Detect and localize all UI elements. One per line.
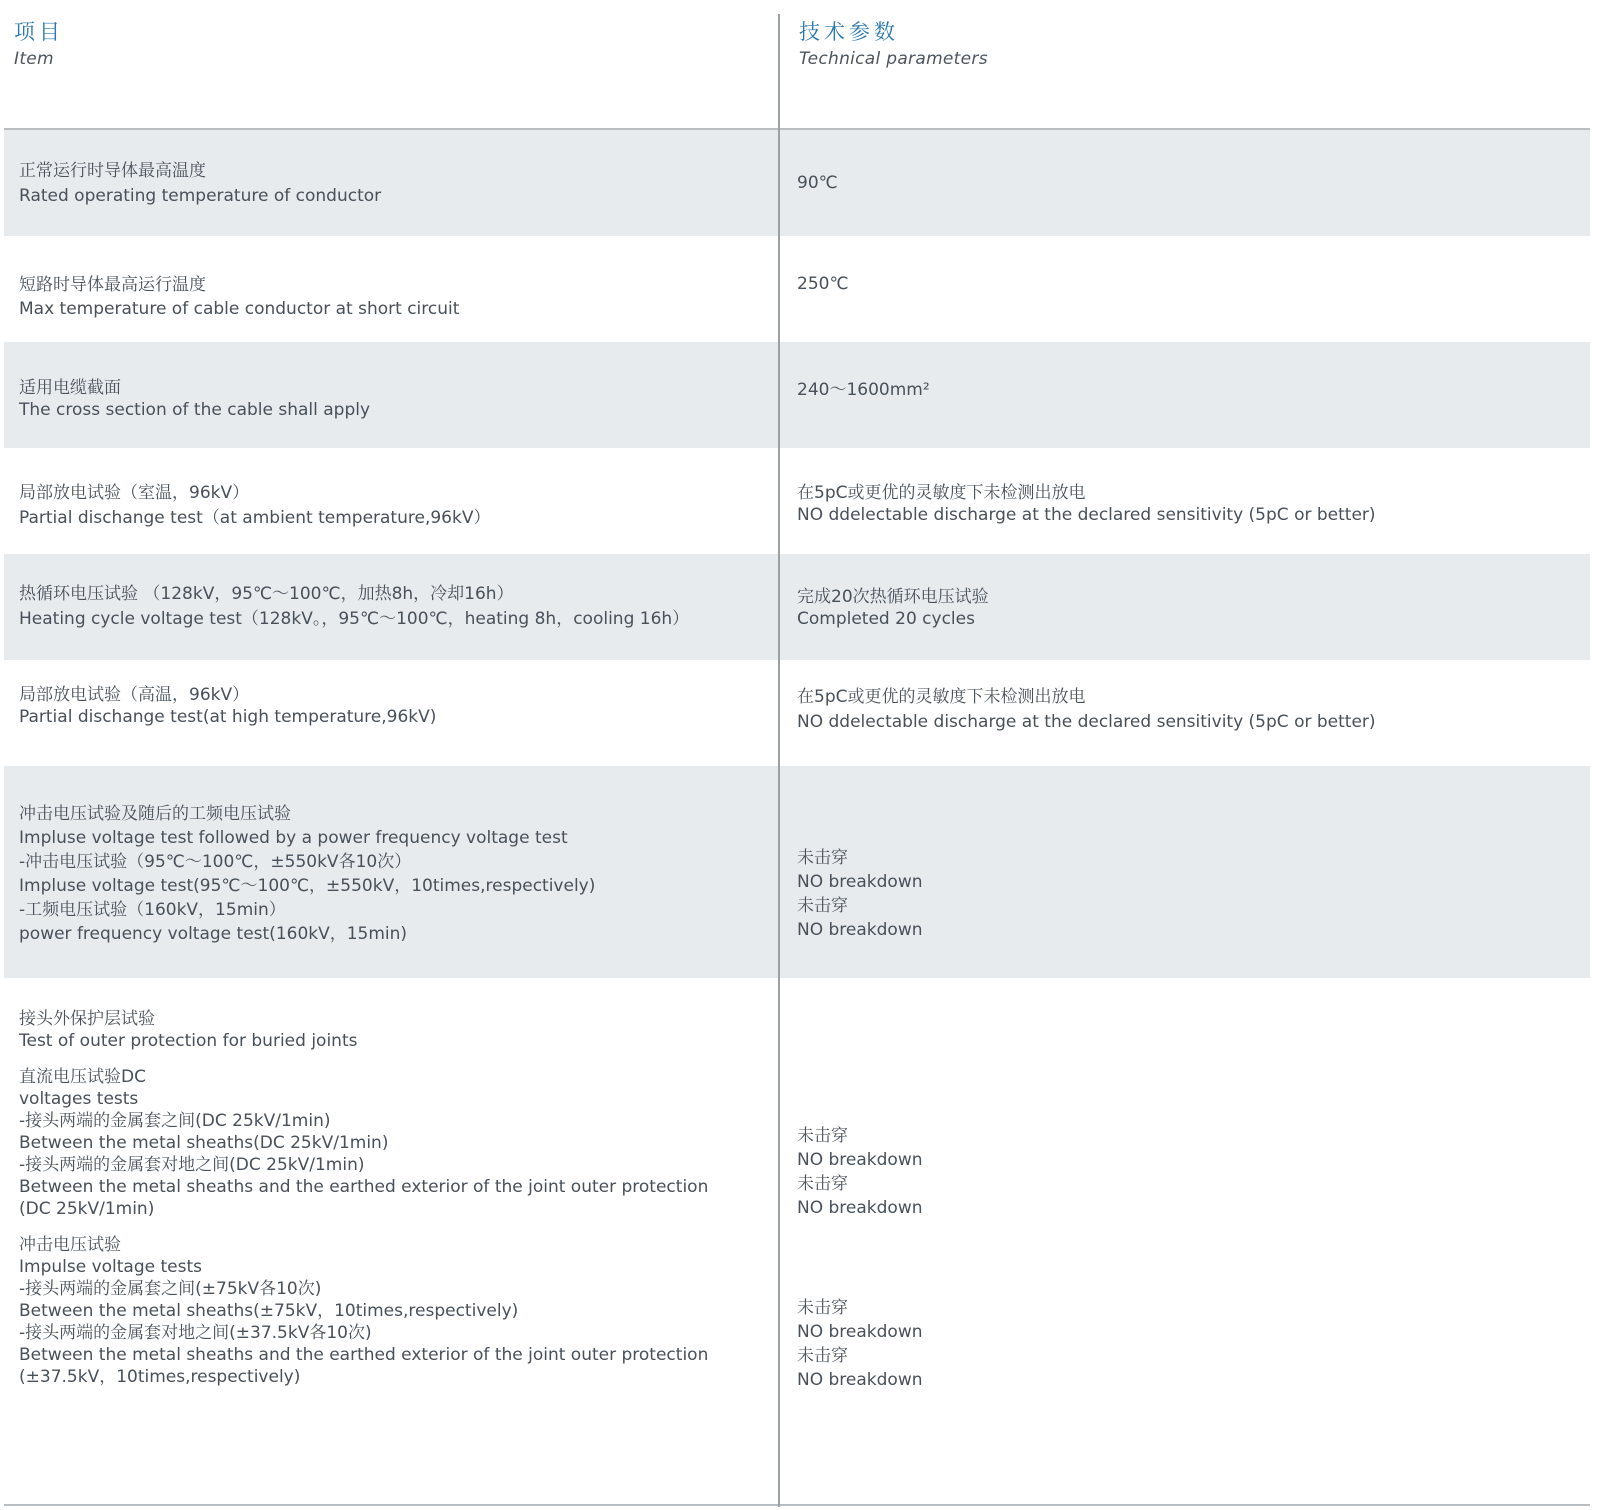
row-value-zh: 未击穿	[797, 1126, 848, 1146]
row-item-en: power frequency voltage test(160kV，15min)	[19, 924, 408, 944]
row-value-cell	[797, 172, 1577, 194]
row-value: 240～1600mm²	[797, 380, 930, 400]
row-item-en: Impluse voltage test followed by a power frequency voltage test	[19, 828, 568, 848]
row-value-zh: 未击穿	[797, 1346, 848, 1366]
row-value-en: NO breakdown	[797, 920, 923, 940]
row-item-cell	[19, 482, 759, 529]
table-row	[4, 448, 1590, 554]
table-row	[4, 978, 1590, 1504]
header-item-en: Item	[14, 49, 54, 69]
row-value-cell	[797, 686, 1577, 733]
row-value-en: Completed 20 cycles	[797, 609, 975, 629]
row-value-en: NO breakdown	[797, 872, 923, 892]
row-item-en: Impluse voltage test(95℃～100℃，±550kV，10times,respectively)	[19, 876, 596, 896]
row-item-zh: 局部放电试验（高温，96kV）	[19, 685, 250, 705]
row-item-en: Rated operating temperature of conductor	[19, 186, 382, 206]
table-row	[4, 766, 1590, 978]
row-item-en: Between the metal sheaths and the earthed exterior of the joint outer protection	[19, 1177, 709, 1197]
row-value-zh: 未击穿	[797, 896, 848, 916]
row-item-zh: -接头两端的金属套对地之间(DC 25kV/1min)	[19, 1155, 365, 1175]
row-item-en: Between the metal sheaths(±75kV，10times,respectively)	[19, 1301, 519, 1321]
row-value-en: NO breakdown	[797, 1198, 923, 1218]
row-item-zh: -接头两端的金属套之间(DC 25kV/1min)	[19, 1111, 331, 1131]
row-value-cell	[797, 379, 1577, 401]
spacer	[19, 1220, 759, 1234]
header-item	[14, 18, 64, 72]
row-value-en: NO ddelectable discharge at the declared sensitivity (5pC or better)	[797, 712, 1376, 732]
table-row	[4, 660, 1590, 766]
row-item-en: Between the metal sheaths(DC 25kV/1min)	[19, 1133, 389, 1153]
row-item-en: voltages tests	[19, 1089, 139, 1109]
header-item-zh: 项目	[14, 20, 64, 44]
row-item-en: (DC 25kV/1min)	[19, 1199, 155, 1219]
row-item-en: The cross section of the cable shall apply	[19, 400, 371, 420]
row-value-en: NO ddelectable discharge at the declared sensitivity (5pC or better)	[797, 505, 1376, 525]
row-value-zh: 未击穿	[797, 1298, 848, 1318]
table-row	[4, 236, 1590, 342]
row-value-zh: 在5pC或更优的灵敏度下未检测出放电	[797, 483, 1086, 503]
row-value-cell	[797, 273, 1577, 295]
row-item-en: Partial dischange test（at ambient temperature,96kV）	[19, 508, 491, 528]
table-bottom-border	[4, 1504, 1590, 1506]
row-value-cell	[797, 1124, 1577, 1220]
row-value: 250℃	[797, 274, 849, 294]
row-value-cell	[797, 482, 1577, 526]
row-item-cell	[19, 377, 759, 421]
row-item-en: Test of outer protection for buried joints	[19, 1031, 358, 1051]
row-value-cell	[797, 586, 1577, 630]
row-item-en: (±37.5kV，10times,respectively)	[19, 1367, 301, 1387]
row-item-zh: -工频电压试验（160kV，15min）	[19, 900, 286, 920]
row-value-zh: 未击穿	[797, 848, 848, 868]
row-value-cell	[797, 1296, 1577, 1392]
row-item-zh: 直流电压试验DC	[19, 1067, 146, 1087]
row-item-cell	[19, 583, 759, 630]
row-item-zh: 接头外保护层试验	[19, 1009, 155, 1029]
row-value-zh: 在5pC或更优的灵敏度下未检测出放电	[797, 687, 1086, 707]
row-item-zh: 热循环电压试验 （128kV，95℃～100℃，加热8h，冷却16h）	[19, 584, 514, 604]
row-item-zh: 局部放电试验（室温，96kV）	[19, 483, 250, 503]
header-parameters	[799, 18, 988, 72]
row-item-zh: 适用电缆截面	[19, 378, 121, 398]
row-item-cell	[19, 684, 759, 728]
row-item-zh: 正常运行时导体最高温度	[19, 161, 206, 181]
row-item-en: Partial dischange test(at high temperature,96kV)	[19, 707, 437, 727]
table-row	[4, 554, 1590, 660]
row-item-cell	[19, 1008, 759, 1388]
row-item-zh: -冲击电压试验（95℃～100℃，±550kV各10次）	[19, 852, 412, 872]
row-item-en: Between the metal sheaths and the earthed exterior of the joint outer protection	[19, 1345, 709, 1365]
row-value-cell	[797, 846, 1577, 942]
row-value: 90℃	[797, 173, 838, 193]
row-value-zh: 未击穿	[797, 1174, 848, 1194]
row-item-cell	[19, 160, 759, 207]
row-item-zh: 冲击电压试验及随后的工频电压试验	[19, 804, 291, 824]
spacer	[19, 1052, 759, 1066]
row-item-zh: 冲击电压试验	[19, 1235, 121, 1255]
row-item-zh: -接头两端的金属套之间(±75kV各10次)	[19, 1279, 322, 1299]
row-value-en: NO breakdown	[797, 1150, 923, 1170]
row-item-en: Impulse voltage tests	[19, 1257, 203, 1277]
row-item-en: Heating cycle voltage test（128kV。，95℃～100℃，heating 8h，cooling 16h）	[19, 609, 690, 629]
row-item-cell	[19, 274, 759, 320]
row-item-zh: 短路时导体最高运行温度	[19, 275, 206, 295]
row-value-en: NO breakdown	[797, 1370, 923, 1390]
table-row	[4, 130, 1590, 236]
header-parameters-zh: 技术参数	[799, 20, 899, 44]
row-value-zh: 完成20次热循环电压试验	[797, 587, 989, 607]
row-item-zh: -接头两端的金属套对地之间(±37.5kV各10次)	[19, 1323, 372, 1343]
row-item-cell	[19, 802, 759, 946]
table-row	[4, 342, 1590, 448]
column-divider	[778, 14, 780, 1507]
row-value-en: NO breakdown	[797, 1322, 923, 1342]
header-parameters-en: Technical parameters	[799, 49, 988, 69]
row-item-en: Max temperature of cable conductor at short circuit	[19, 299, 460, 319]
